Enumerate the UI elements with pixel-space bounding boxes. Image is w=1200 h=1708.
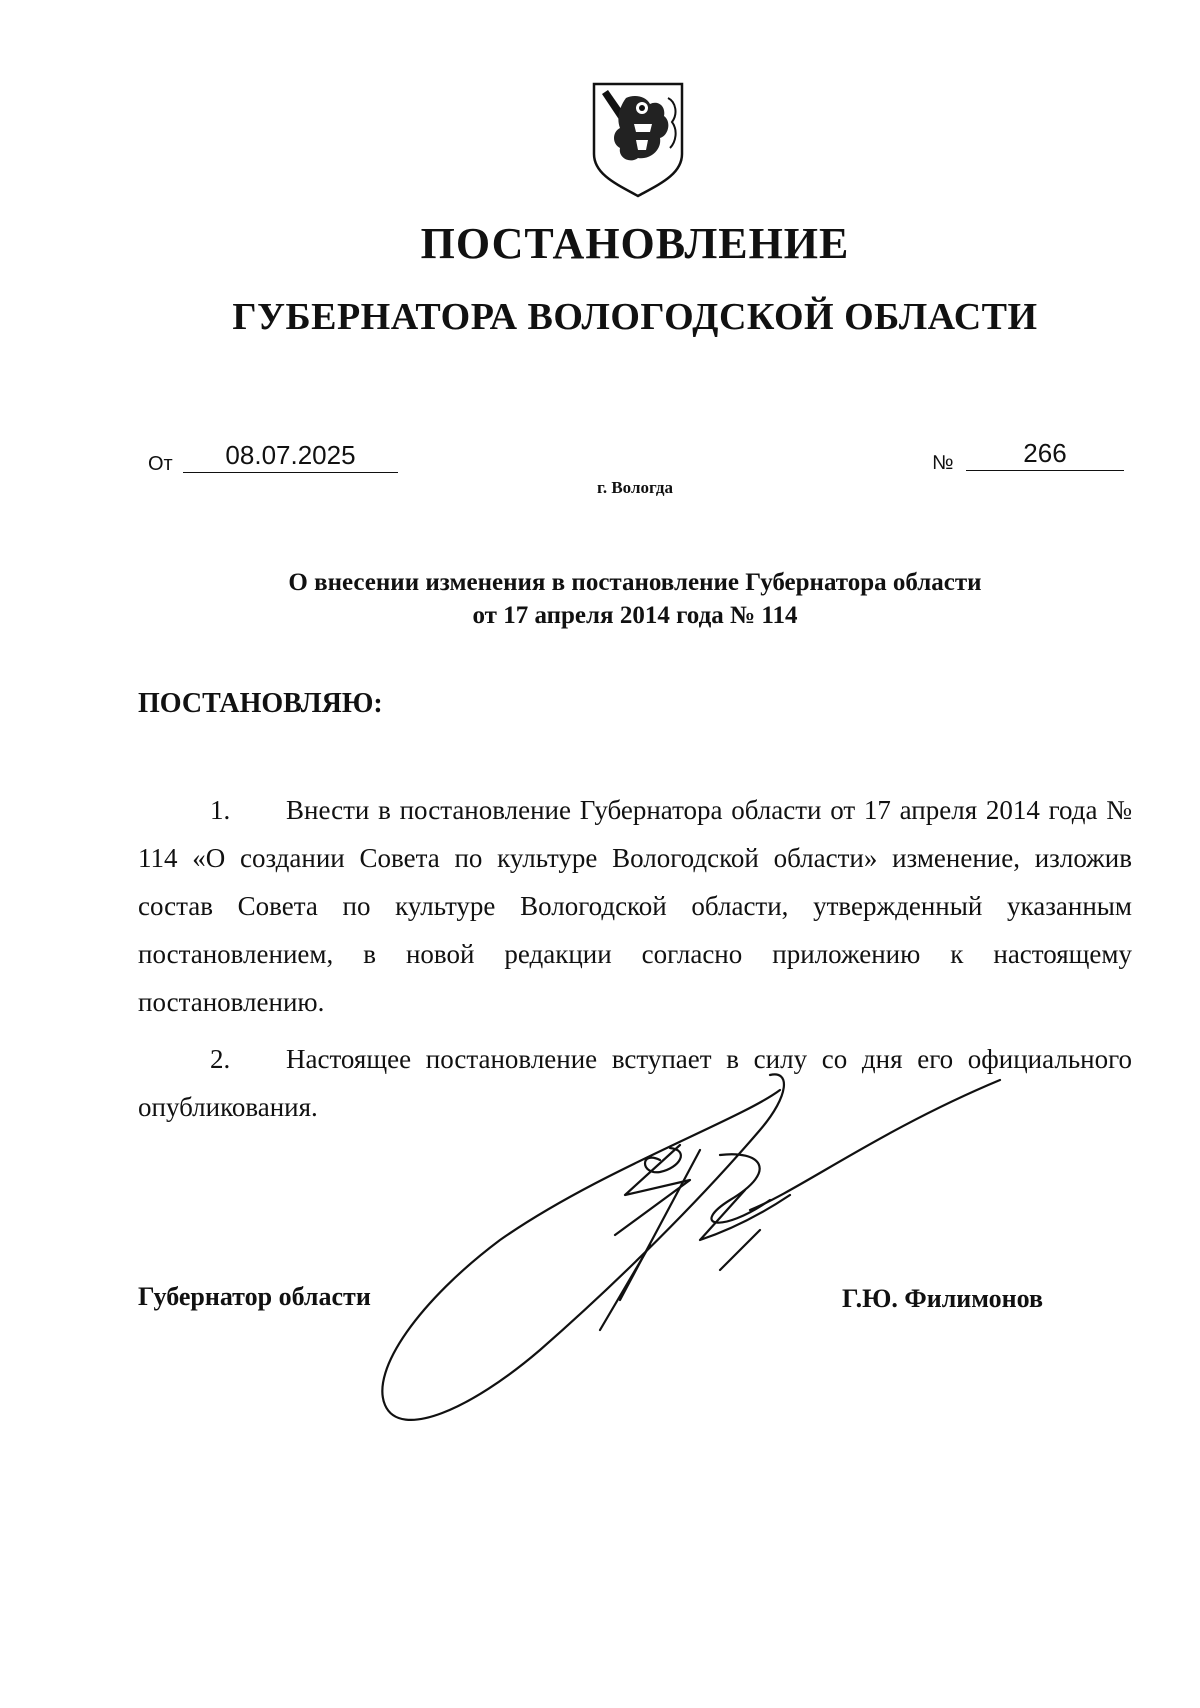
- document-subtitle: ГУБЕРНАТОРА ВОЛОГОДСКОЙ ОБЛАСТИ: [232, 296, 1038, 338]
- subject-line-1: О внесении изменения в постановление Губернатора области: [288, 569, 982, 596]
- signatory-name: Г.Ю. Филимонов: [842, 1284, 1044, 1313]
- paragraph-2: [138, 1035, 1132, 1131]
- paragraph-1: [138, 786, 1132, 1026]
- date-prefix: От: [148, 453, 173, 475]
- document-number: 266: [966, 436, 1124, 471]
- document-city: г. Вологда: [597, 478, 673, 497]
- number-prefix: №: [932, 452, 954, 474]
- document-title: ПОСТАНОВЛЕНИЕ: [420, 219, 850, 268]
- subject-line-2: от 17 апреля 2014 года № 114: [472, 602, 798, 629]
- document-date: 08.07.2025: [183, 438, 398, 473]
- paragraph-text: Настоящее постановление вступает в силу со дня его официального опубликования.: [138, 1044, 1132, 1122]
- paragraph-number: 1.: [210, 795, 231, 825]
- signatory-position: Губернатор области: [138, 1282, 371, 1311]
- decree-heading: ПОСТАНОВЛЯЮ:: [138, 688, 383, 719]
- paragraph-number: 2.: [210, 1044, 231, 1074]
- paragraph-text: Внести в постановление Губернатора области от 17 апреля 2014 года № 114 «О создании Совета по культуре Вологодской области» изменение, изложив состав Совета по культуре Вологодской области, утвержденный указанным постановлением, в новой редакции согласно приложению к настоящему постановлению.: [138, 795, 1132, 1017]
- coat-of-arms-icon: [590, 80, 686, 198]
- document-subject: [140, 566, 1130, 632]
